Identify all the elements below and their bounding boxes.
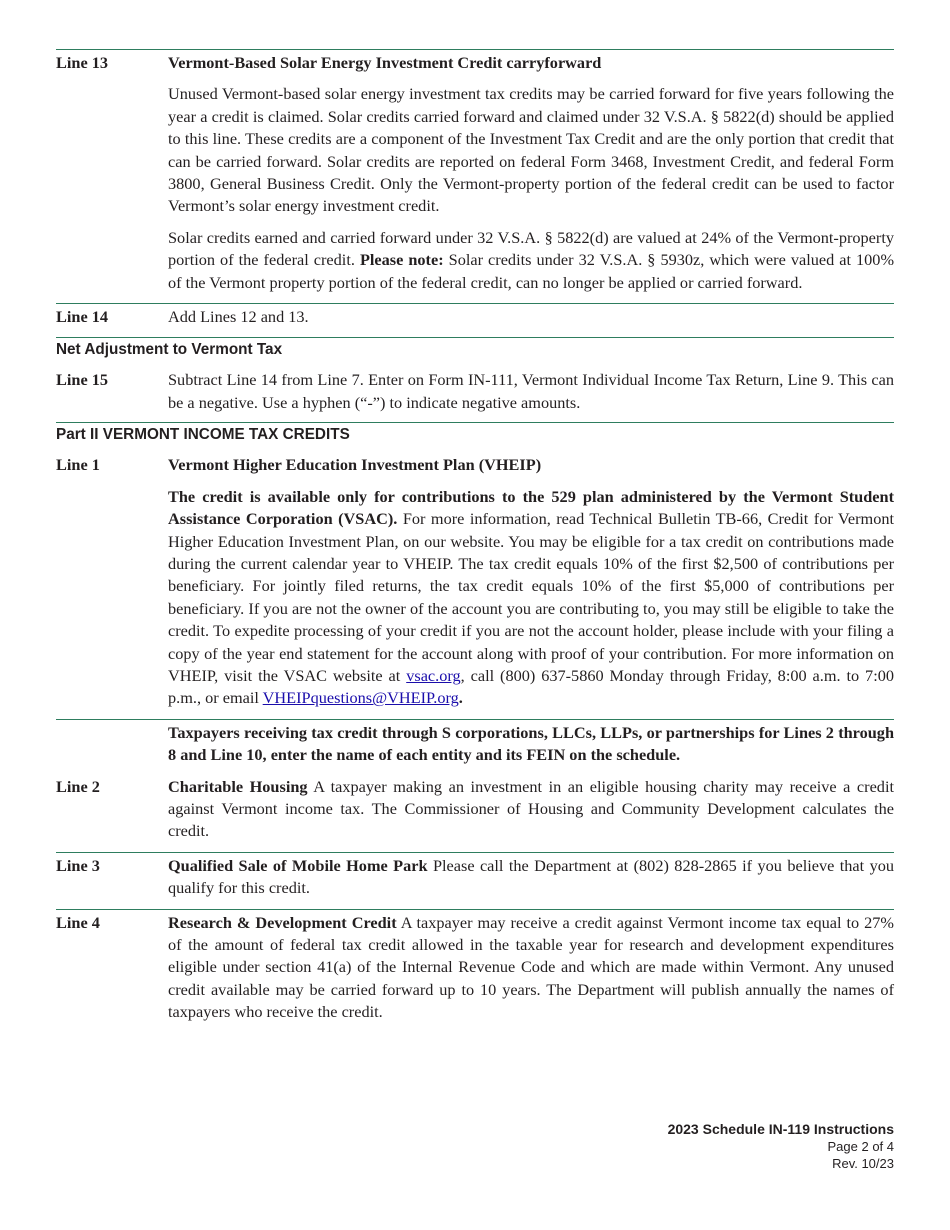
divider: [56, 909, 894, 910]
text: , call (800) 637-5860 Monday through Friday, 8:00 a.m. to 7:00 p.m., or email: [168, 665, 894, 708]
text: Please call the Department at (802) 828-2865 if you believe that you qualify for this credit.: [168, 855, 894, 898]
text: .: [458, 688, 463, 708]
line-title: Charitable Housing: [168, 776, 308, 796]
line-title: Vermont Higher Education Investment Plan (VHEIP): [168, 455, 542, 475]
emphasis: Please note:: [359, 250, 444, 270]
line-text: Subtract Line 14 from Line 7. Enter on Form IN-111, Vermont Individual Income Tax Return, Line 9. This can be a negative. Use a hyphen (“-”) to indicate negative amounts.: [168, 370, 894, 412]
text: A taxpayer may receive a credit against Vermont income tax equal to 27% of the amount of federal tax credit allowed in the taxable year for research and development expenditures eligible under section 41(a) of the Internal Revenue Code and which are made within Vermont. Any unused credit available may be carried forward up to 10 years. The Department will publish annually the names of taxpayers who receive the credit.: [168, 912, 894, 1022]
line-15-section: [56, 369, 894, 414]
line-label: Line 15: [56, 370, 109, 390]
paragraph: [168, 486, 894, 710]
line-label: Line 14: [56, 307, 109, 327]
text: A taxpayer making an investment in an eligible housing charity may receive a credit against Vermont income tax. The Commissioner of Housing and Community Development calculates the credit.: [168, 776, 894, 841]
part2-line-2-section: [56, 776, 894, 843]
line-14-section: [56, 306, 894, 328]
paragraph: [168, 227, 894, 294]
section-heading: Part II VERMONT INCOME TAX CREDITS: [56, 426, 350, 444]
line-label: Line 3: [56, 855, 100, 875]
vsac-link[interactable]: vsac.org: [406, 665, 461, 685]
divider: [56, 49, 894, 50]
divider: [56, 719, 894, 720]
line-title: Qualified Sale of Mobile Home Park: [168, 855, 428, 875]
divider: [56, 303, 894, 304]
line-text: Add Lines 12 and 13.: [168, 307, 309, 327]
line-title: Research & Development Credit: [168, 912, 397, 932]
line-13-section: [56, 52, 894, 294]
line-label: Line 1: [56, 455, 100, 475]
line-title: Vermont-Based Solar Energy Investment Credit carryforward: [168, 53, 602, 72]
line-label: Line 2: [56, 776, 100, 796]
text: For more information, read Technical Bulletin TB-66, Credit for Vermont Higher Education Investment Plan, on our website. You may be eligible for a tax credit on contributions made during the current calendar year to VHEIP. The tax credit equals 10% of the first $2,500 of contributions per beneficiary. For jointly filed returns, the tax credit equals 10% of the first $5,000 of contributions per beneficiary. If you are not the owner of the account you are contributing to, you may still be eligible to take the credit. To expedite processing of your credit if you are not the account holder, please include with your filing a copy of the year end statement for the account along with proof of your contribution. For more information on VHEIP, visit the VSAC website at: [168, 509, 895, 685]
revision: Rev. 10/23: [832, 1156, 894, 1171]
paragraph: Unused Vermont-based solar energy investment tax credits may be carried forward for five years following the year a credit is claimed. Solar credits carried forward and claimed under 32 V.S.A. § 5822(d) should be applied to this line. These credits are a component of the Investment Tax Credit and are the only portion that credit that can be carried forward. Solar credits are reported on federal Form 3468, Investment Credit, and federal Form 3800, General Business Credit. Only the Vermont-property portion of the federal credit can be used to factor Vermont’s solar energy investment credit.: [168, 84, 894, 216]
divider: [56, 852, 894, 853]
divider: [56, 337, 894, 338]
text: Solar credits earned and carried forward under 32 V.S.A. § 5822(d) are valued at 24% of the Vermont-property portion of the federal credit.: [168, 227, 894, 270]
emphasis: The credit is available only for contributions to the 529 plan administered by the Vermont Student Assistance Corporation (VSAC).: [168, 486, 894, 529]
part2-line-3-section: [56, 855, 894, 900]
entity-note-section: [56, 722, 894, 767]
part2-line-4-section: [56, 912, 894, 1024]
section-heading: Net Adjustment to Vermont Tax: [56, 341, 283, 359]
line-label: Line 13: [56, 53, 109, 72]
page-footer: [668, 1121, 894, 1172]
line-label: Line 4: [56, 912, 100, 932]
divider: [56, 422, 894, 423]
instructions-page: [56, 49, 894, 1024]
entity-note: Taxpayers receiving tax credit through S corporations, LLCs, LLPs, or partnerships for Lines 2 through 8 and Line 10, enter the name of each entity and its FEIN on the schedule.: [168, 722, 894, 765]
text: Solar credits under 32 V.S.A. § 5930z, which were valued at 100% of the Vermont property portion of the federal credit, can no longer be applied or carried forward.: [168, 250, 895, 292]
email-link[interactable]: VHEIPquestions@VHEIP.org: [262, 688, 459, 708]
footer-title: 2023 Schedule IN-119 Instructions: [667, 1121, 894, 1137]
part2-line-1-section: [56, 454, 894, 709]
page-number: Page 2 of 4: [827, 1139, 894, 1154]
